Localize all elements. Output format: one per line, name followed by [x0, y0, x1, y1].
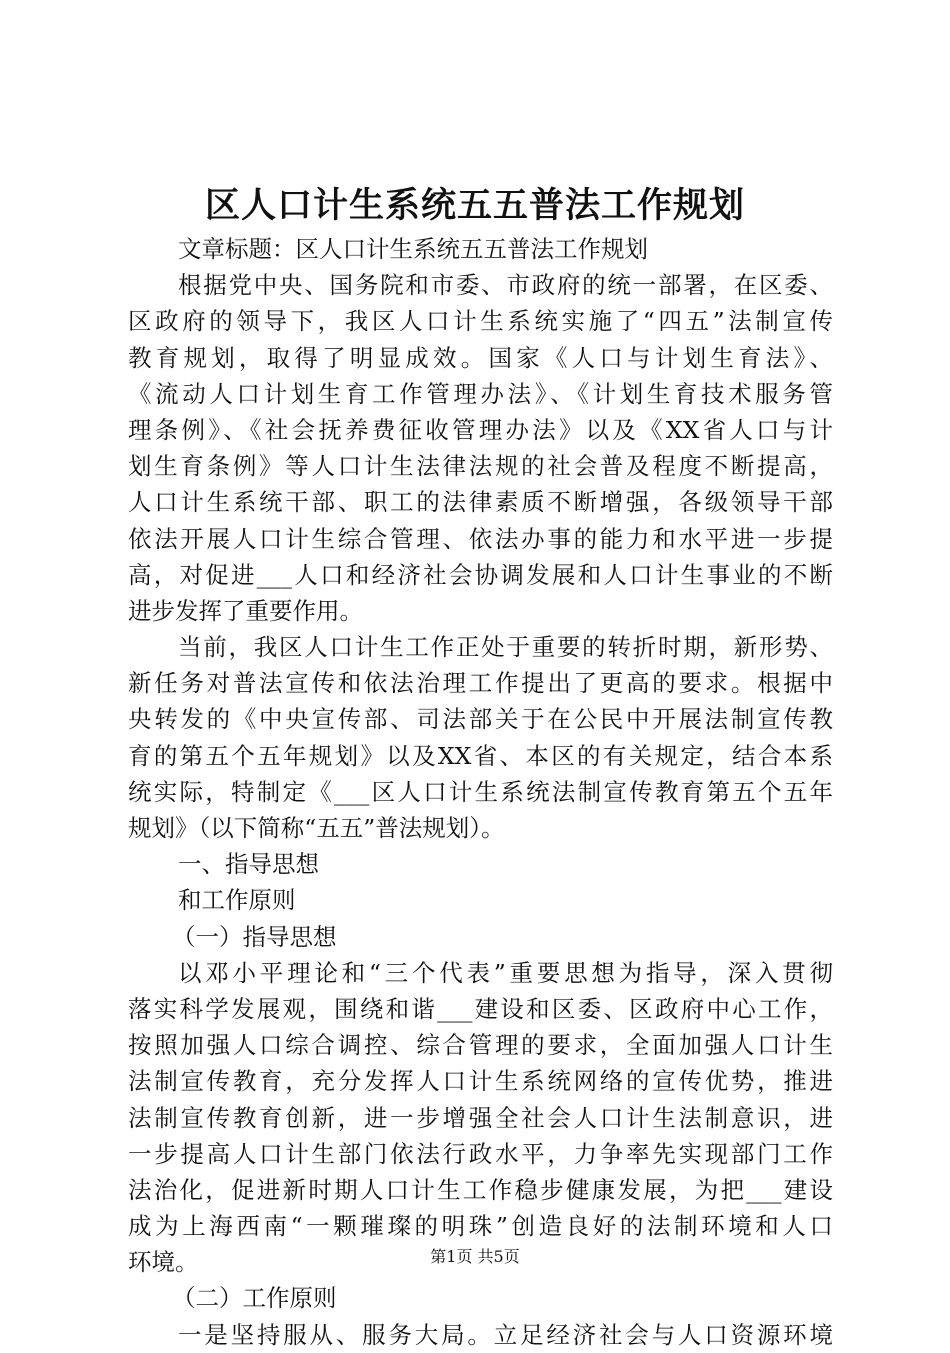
paragraph-line: 理条例》、《社会抚养费征收管理办法》以及《XX省人口与计 — [128, 415, 833, 444]
article-title-line: 文章标题：区人口计生系统五五普法工作规划 — [178, 235, 648, 263]
paragraph-line: 统实际，特制定《___区人口计生系统法制宣传教育第五个五年 — [128, 777, 833, 806]
paragraph-line: 《流动人口计划生育工作管理办法》、《计划生育技术服务管 — [128, 379, 833, 408]
paragraph-line: 法治化，促进新时期人口计生工作稳步健康发展，为把___建设 — [128, 1175, 833, 1204]
subsection-heading: （二）工作原则 — [172, 1284, 337, 1313]
page-footer: 第1页 共5页 — [430, 1247, 520, 1266]
subsection-heading: （一）指导思想 — [172, 922, 337, 951]
paragraph-line: 环境。 — [128, 1248, 199, 1277]
document-body — [128, 231, 833, 1353]
paragraph-line: 育的第五个五年规划》以及XX省、本区的有关规定，结合本系 — [128, 741, 833, 770]
paragraph-line: 当前，我区人口计生工作正处于重要的转折时期，新形势、 — [178, 633, 833, 662]
paragraph-line: 人口计生系统干部、职工的法律素质不断增强，各级领导干部 — [128, 488, 833, 517]
paragraph-line: 成为上海西南“一颗璀璨的明珠”创造良好的法制环境和人口 — [128, 1212, 833, 1241]
paragraph-line: 高，对促进___人口和经济社会协调发展和人口计生事业的不断 — [128, 560, 833, 589]
paragraph-line: 按照加强人口综合调控、综合管理的要求，全面加强人口计生 — [128, 1031, 833, 1060]
paragraph-line: 落实科学发展观，围绕和谐___建设和区委、区政府中心工作， — [128, 994, 833, 1023]
paragraph-line: 法制宣传教育创新，进一步增强全社会人口计生法制意识，进 — [128, 1103, 833, 1132]
section-heading: 和工作原则 — [178, 886, 296, 915]
paragraph-line: 区政府的领导下，我区人口计生系统实施了“四五”法制宣传 — [128, 307, 833, 336]
paragraph-line: 根据党中央、国务院和市委、市政府的统一部署，在区委、 — [178, 271, 833, 300]
section-heading: 一、指导思想 — [178, 850, 319, 879]
paragraph-line: 进步发挥了重要作用。 — [128, 596, 363, 625]
paragraph-line: 央转发的《中央宣传部、司法部关于在公民中开展法制宣传教 — [128, 705, 833, 734]
paragraph-line: 一是坚持服从、服务大局。立足经济社会与人口资源环境 — [178, 1320, 833, 1349]
paragraph-line: 一步提高人口计生部门依法行政水平，力争率先实现部门工作 — [128, 1139, 833, 1168]
document-title: 区人口计生系统五五普法工作规划 — [204, 185, 745, 226]
paragraph-line: 法制宣传教育，充分发挥人口计生系统网络的宣传优势，推进 — [128, 1067, 833, 1096]
paragraph-line: 教育规划，取得了明显成效。国家《人口与计划生育法》、 — [128, 343, 833, 372]
paragraph-line: 规划》（以下简称“五五”普法规划）。 — [128, 814, 505, 842]
paragraph-line: 以邓小平理论和“三个代表”重要思想为指导，深入贯彻 — [178, 958, 833, 987]
paragraph-line: 新任务对普法宣传和依法治理工作提出了更高的要求。根据中 — [128, 669, 833, 698]
paragraph-line: 划生育条例》等人口计生法律法规的社会普及程度不断提高， — [128, 452, 833, 481]
paragraph-line: 依法开展人口计生综合管理、依法办事的能力和水平进一步提 — [128, 524, 833, 553]
